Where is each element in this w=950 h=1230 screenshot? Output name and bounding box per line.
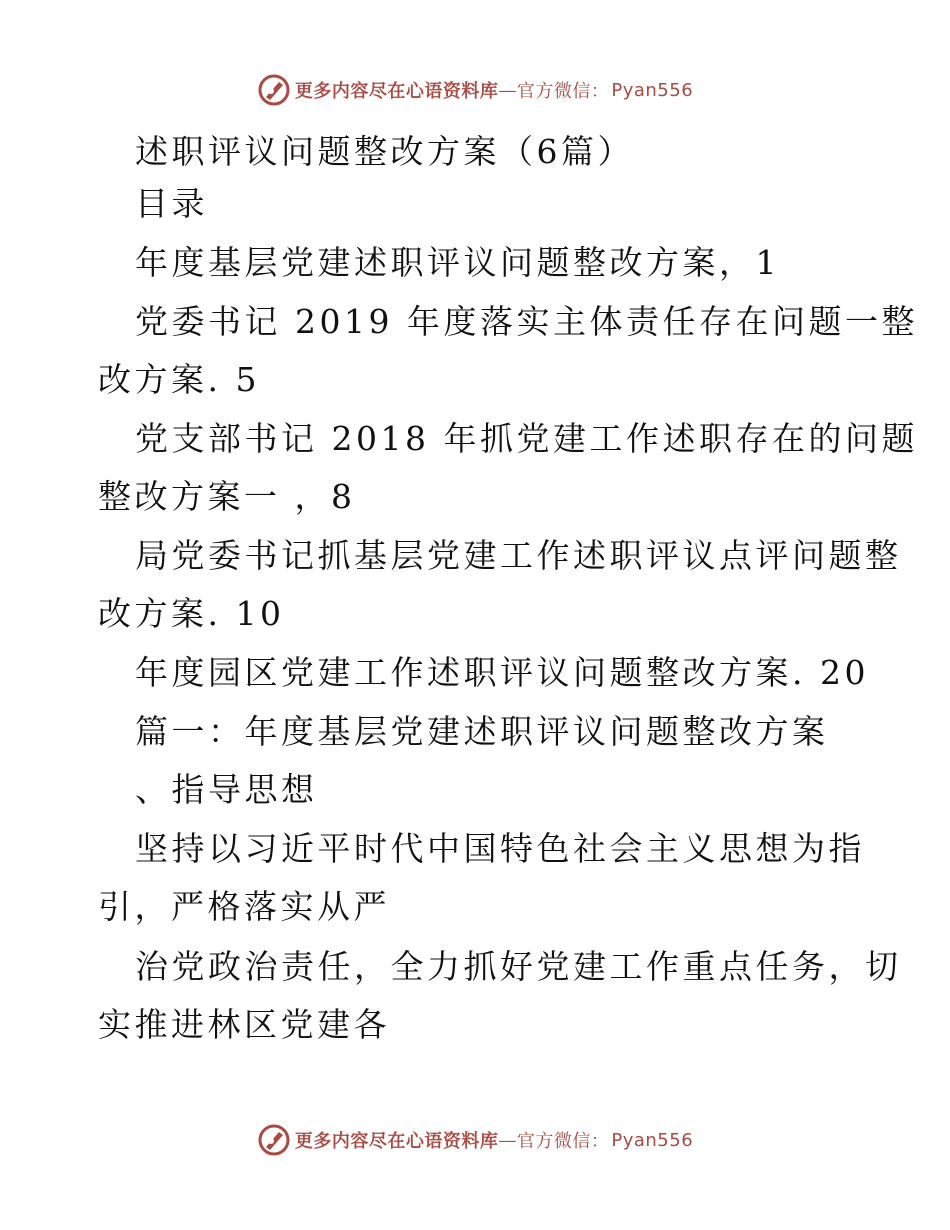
banner-id: Pyan556: [611, 79, 694, 101]
paragraph-line: 治党政治责任，全力抓好党建工作重点任务，切: [135, 947, 902, 986]
toc-item-2-cont: 改方案. 5: [98, 360, 260, 399]
banner-official-label: 官方微信：: [516, 81, 610, 102]
banner-dash: —: [498, 79, 517, 101]
subsection-heading: 、指导思想: [135, 770, 318, 809]
section-heading: 篇一：年度基层党建述职评议问题整改方案: [135, 712, 829, 751]
toc-item-4: 局党委书记抓基层党建工作述职评议点评问题整: [135, 536, 902, 575]
header-watermark: [0, 72, 950, 108]
doc-title: 述职评议问题整改方案（6篇）: [135, 132, 634, 171]
toc-heading: 目录: [135, 184, 208, 223]
toc-item-3: 党支部书记 2018 年抓党建工作述职存在的问题: [135, 419, 918, 458]
toc-item-2: 党委书记 2019 年度落实主体责任存在问题一整: [135, 302, 918, 341]
banner-id: Pyan556: [611, 1129, 694, 1151]
paragraph-line: 实推进林区党建各: [98, 1005, 390, 1044]
footer-watermark: [0, 1122, 950, 1158]
banner-dash: —: [498, 1129, 517, 1151]
toc-item-3-cont: 整改方案一 ，8: [98, 477, 356, 516]
banner-main-text: 更多内容尽在心语资料库: [294, 81, 499, 102]
banner-official-label: 官方微信：: [516, 1131, 610, 1152]
logo-icon: [257, 73, 291, 107]
toc-item-4-cont: 改方案. 10: [98, 594, 285, 633]
banner-main-text: 更多内容尽在心语资料库: [294, 1131, 499, 1152]
toc-item-5: 年度园区党建工作述职评议问题整改方案. 20: [135, 653, 869, 692]
paragraph-line: 坚持以习近平时代中国特色社会主义思想为指: [135, 829, 865, 868]
paragraph-line: 引，严格落实从严: [98, 887, 390, 926]
logo-icon: [257, 1123, 291, 1157]
toc-item-1: 年度基层党建述职评议问题整改方案，1: [135, 243, 780, 282]
